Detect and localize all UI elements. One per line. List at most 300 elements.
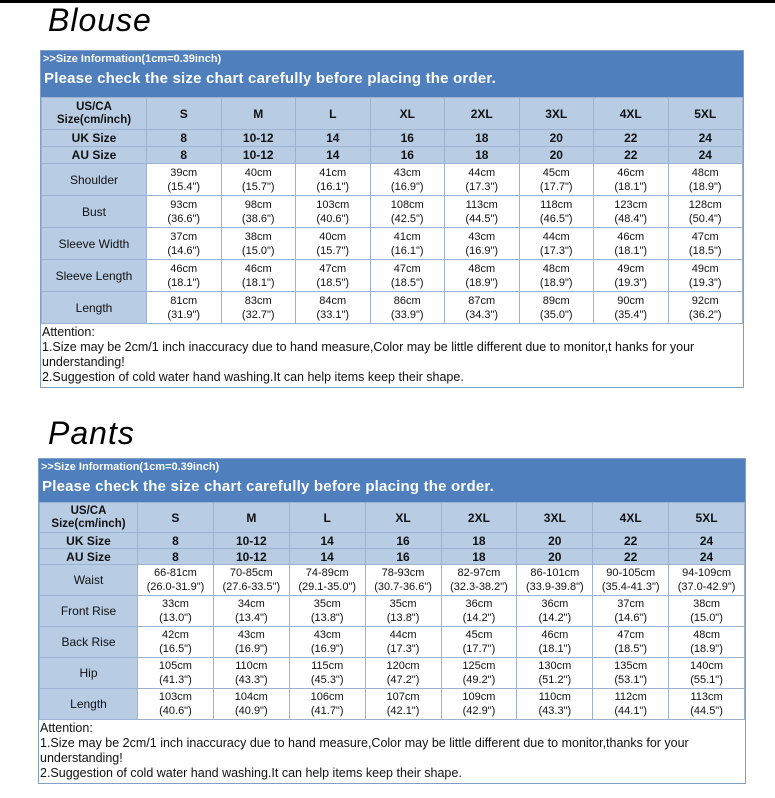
blouse-inch-value: (16.9") bbox=[390, 180, 424, 193]
blouse-measure-cell bbox=[370, 228, 445, 260]
pants-measure-cell bbox=[289, 658, 365, 689]
pants-cm-value: 44cm bbox=[389, 629, 417, 641]
pants-cm-value: 38cm bbox=[693, 598, 721, 610]
blouse-inch-value: (35.0") bbox=[539, 308, 573, 321]
pants-header-size: 3XL bbox=[517, 503, 593, 533]
pants-inch-value: (17.3") bbox=[386, 643, 420, 655]
blouse-inch-value: (18.9") bbox=[539, 276, 573, 289]
pants-inch-value: (49.2") bbox=[462, 674, 496, 686]
pants-inch-value: (16.5") bbox=[159, 643, 192, 655]
blouse-measure-cell bbox=[370, 164, 445, 196]
pants-measure-cell bbox=[138, 565, 214, 596]
pants-attention-line: 2.Suggestion of cold water hand washing.It can help items keep their shape. bbox=[40, 766, 462, 780]
blouse-measure-cell bbox=[668, 196, 743, 228]
pants-measure-cell bbox=[138, 627, 214, 658]
pants-au-size: 20 bbox=[517, 549, 593, 565]
pants-table bbox=[39, 502, 745, 720]
blouse-measure-row bbox=[42, 260, 743, 292]
pants-cm-value: 42cm bbox=[161, 629, 189, 641]
pants-inch-value: (35.4-41.3") bbox=[601, 581, 660, 593]
blouse-attention-line: 2.Suggestion of cold water hand washing.It can help items keep their shape. bbox=[42, 370, 464, 384]
blouse-cm-value: 46cm bbox=[244, 262, 272, 275]
pants-measure-row bbox=[40, 565, 745, 596]
pants-banner-line1: >>Size Information(1cm=0.39inch) bbox=[41, 461, 220, 473]
blouse-cm-value: 49cm bbox=[617, 262, 645, 275]
pants-measure-row bbox=[40, 689, 745, 720]
blouse-cm-value: 40cm bbox=[244, 166, 272, 179]
blouse-au-size: 8 bbox=[147, 147, 222, 164]
pants-inch-value: (13.4") bbox=[234, 612, 268, 624]
blouse-measure-row bbox=[42, 292, 743, 324]
blouse-inch-value: (18.1") bbox=[167, 276, 201, 289]
blouse-header-size: S bbox=[147, 98, 222, 130]
pants-inch-value: (18.9") bbox=[690, 643, 723, 655]
pants-size-chart bbox=[38, 458, 746, 784]
pants-cm-value: 37cm bbox=[617, 598, 645, 610]
blouse-au-size: 20 bbox=[519, 147, 594, 164]
blouse-header-size: 3XL bbox=[519, 98, 594, 130]
blouse-measure-row bbox=[42, 196, 743, 228]
blouse-cm-value: 49cm bbox=[691, 262, 719, 275]
pants-measure-cell bbox=[289, 689, 365, 720]
blouse-cm-value: 108cm bbox=[390, 198, 424, 211]
blouse-uk-size: 8 bbox=[147, 130, 222, 147]
blouse-measure-cell bbox=[445, 228, 520, 260]
pants-header-size: 5XL bbox=[669, 503, 745, 533]
pants-banner bbox=[39, 459, 745, 502]
blouse-measure-cell bbox=[147, 228, 222, 260]
pants-attention bbox=[39, 720, 745, 783]
pants-au-size: 24 bbox=[669, 549, 745, 565]
blouse-cm-value: 46cm bbox=[617, 230, 645, 243]
blouse-measure-cell bbox=[296, 164, 371, 196]
blouse-inch-value: (46.5") bbox=[539, 212, 573, 225]
blouse-inch-value: (17.3") bbox=[539, 244, 573, 257]
blouse-cm-value: 48cm bbox=[691, 166, 719, 179]
blouse-measure-cell bbox=[594, 260, 669, 292]
pants-uk-size: 16 bbox=[365, 533, 441, 549]
blouse-measure-cell bbox=[519, 196, 594, 228]
blouse-au-size: 14 bbox=[296, 147, 371, 164]
pants-au-size: 16 bbox=[365, 549, 441, 565]
blouse-measure-cell bbox=[296, 292, 371, 324]
pants-cm-value: 35cm bbox=[313, 598, 341, 610]
pants-measure-cell bbox=[138, 596, 214, 627]
blouse-inch-value: (18.5") bbox=[316, 276, 350, 289]
blouse-cm-value: 93cm bbox=[170, 198, 198, 211]
blouse-inch-value: (16.1") bbox=[390, 244, 424, 257]
blouse-inch-value: (18.1") bbox=[614, 180, 648, 193]
blouse-measure-cell bbox=[668, 164, 743, 196]
pants-inch-value: (16.9") bbox=[310, 643, 344, 655]
pants-cm-value: 113cm bbox=[690, 691, 723, 703]
blouse-measure-cell bbox=[445, 196, 520, 228]
pants-measure-row bbox=[40, 658, 745, 689]
pants-inch-value: (14.2") bbox=[538, 612, 572, 624]
blouse-au-size: 18 bbox=[445, 147, 520, 164]
blouse-inch-value: (18.1") bbox=[614, 244, 648, 257]
pants-inch-value: (13.8") bbox=[310, 612, 344, 624]
blouse-attention-line: Attention: bbox=[42, 325, 95, 339]
pants-inch-value: (18.5") bbox=[614, 643, 647, 655]
blouse-cm-value: 47cm bbox=[319, 262, 347, 275]
blouse-inch-value: (40.6") bbox=[316, 212, 350, 225]
pants-cm-value: 125cm bbox=[462, 660, 496, 672]
blouse-cm-value: 89cm bbox=[542, 294, 570, 307]
pants-header-size: S bbox=[138, 503, 214, 533]
blouse-inch-value: (19.3") bbox=[614, 276, 648, 289]
blouse-banner-line1: >>Size Information(1cm=0.39inch) bbox=[43, 53, 222, 65]
blouse-measure-cell bbox=[519, 292, 594, 324]
pants-inch-value: (37.0-42.9") bbox=[677, 581, 736, 593]
blouse-cm-value: 123cm bbox=[614, 198, 648, 211]
blouse-inch-value: (18.9") bbox=[688, 180, 722, 193]
blouse-measure-cell bbox=[594, 196, 669, 228]
blouse-measure-cell bbox=[594, 292, 669, 324]
blouse-cm-value: 39cm bbox=[170, 166, 198, 179]
blouse-header-row bbox=[42, 98, 743, 130]
blouse-inch-value: (32.7") bbox=[241, 308, 275, 321]
blouse-cm-value: 48cm bbox=[542, 262, 570, 275]
blouse-cm-value: 45cm bbox=[542, 166, 570, 179]
blouse-cm-value: 37cm bbox=[170, 230, 198, 243]
blouse-cm-value: 98cm bbox=[244, 198, 272, 211]
pants-au-label: AU Size bbox=[40, 549, 138, 565]
pants-inch-value: (41.3") bbox=[159, 674, 192, 686]
blouse-cm-value: 41cm bbox=[393, 230, 421, 243]
blouse-measure-cell bbox=[221, 228, 296, 260]
pants-measure-cell bbox=[441, 658, 517, 689]
pants-inch-value: (41.7") bbox=[310, 705, 344, 717]
pants-measure-cell bbox=[213, 565, 289, 596]
blouse-title: Blouse bbox=[48, 2, 152, 38]
blouse-au-row bbox=[42, 147, 743, 164]
pants-inch-value: (43.3") bbox=[234, 674, 268, 686]
pants-measure-cell bbox=[517, 658, 593, 689]
pants-cm-value: 36cm bbox=[541, 598, 569, 610]
blouse-cm-value: 46cm bbox=[617, 166, 645, 179]
pants-uk-size: 24 bbox=[669, 533, 745, 549]
pants-cm-value: 104cm bbox=[234, 691, 268, 703]
blouse-measure-cell bbox=[221, 260, 296, 292]
pants-uk-row bbox=[40, 533, 745, 549]
blouse-cm-value: 47cm bbox=[393, 262, 421, 275]
blouse-measure-cell bbox=[668, 260, 743, 292]
blouse-inch-value: (15.0") bbox=[241, 244, 275, 257]
pants-cm-value: 140cm bbox=[690, 660, 724, 672]
pants-measure-cell bbox=[593, 658, 669, 689]
pants-measure-cell bbox=[441, 689, 517, 720]
blouse-inch-value: (15.7") bbox=[241, 180, 275, 193]
pants-measure-cell bbox=[441, 596, 517, 627]
blouse-inch-value: (36.6") bbox=[167, 212, 201, 225]
pants-uk-size: 20 bbox=[517, 533, 593, 549]
blouse-inch-value: (42.5") bbox=[390, 212, 424, 225]
pants-cm-value: 35cm bbox=[389, 598, 417, 610]
pants-cm-value: 135cm bbox=[614, 660, 648, 672]
blouse-inch-value: (35.4") bbox=[614, 308, 648, 321]
pants-cm-value: 48cm bbox=[693, 629, 721, 641]
blouse-measure-cell bbox=[445, 260, 520, 292]
pants-banner-line2: Please check the size chart carefully before placing the order. bbox=[42, 478, 494, 495]
pants-measure-cell bbox=[289, 627, 365, 658]
pants-cm-value: 130cm bbox=[538, 660, 572, 672]
pants-cm-value: 74-89cm bbox=[305, 567, 349, 579]
pants-au-size: 10-12 bbox=[213, 549, 289, 565]
blouse-measure-cell bbox=[221, 164, 296, 196]
pants-measure-cell bbox=[213, 689, 289, 720]
blouse-header-size: 2XL bbox=[445, 98, 520, 130]
pants-inch-value: (14.2") bbox=[462, 612, 496, 624]
blouse-au-size: 16 bbox=[370, 147, 445, 164]
pants-cm-value: 47cm bbox=[617, 629, 645, 641]
pants-uk-size: 14 bbox=[289, 533, 365, 549]
pants-inch-value: (40.6") bbox=[159, 705, 192, 717]
pants-cm-value: 66-81cm bbox=[154, 567, 197, 579]
blouse-measure-cell bbox=[221, 196, 296, 228]
blouse-header-size: L bbox=[296, 98, 371, 130]
blouse-measure-label: Shoulder bbox=[42, 164, 147, 196]
pants-measure-cell bbox=[517, 596, 593, 627]
pants-measure-cell bbox=[593, 689, 669, 720]
pants-cm-value: 43cm bbox=[237, 629, 265, 641]
blouse-cm-value: 128cm bbox=[688, 198, 722, 211]
blouse-inch-value: (18.9") bbox=[465, 276, 499, 289]
pants-measure-cell bbox=[517, 689, 593, 720]
blouse-inch-value: (33.1") bbox=[316, 308, 350, 321]
blouse-cm-value: 86cm bbox=[393, 294, 421, 307]
pants-inch-value: (32.3-38.2") bbox=[450, 581, 508, 593]
pants-uk-size: 22 bbox=[593, 533, 669, 549]
pants-attention-line: Attention: bbox=[40, 721, 93, 735]
pants-uk-size: 8 bbox=[138, 533, 214, 549]
pants-cm-value: 70-85cm bbox=[229, 567, 273, 579]
blouse-measure-cell bbox=[668, 292, 743, 324]
pants-measure-cell bbox=[669, 596, 745, 627]
pants-measure-cell bbox=[213, 627, 289, 658]
pants-cm-value: 33cm bbox=[161, 598, 189, 610]
blouse-cm-value: 38cm bbox=[244, 230, 272, 243]
pants-inch-value: (47.2") bbox=[386, 674, 420, 686]
blouse-measure-cell bbox=[519, 164, 594, 196]
pants-cm-value: 105cm bbox=[158, 660, 192, 672]
pants-inch-value: (27.6-33.5") bbox=[222, 581, 281, 593]
pants-measure-cell bbox=[365, 658, 441, 689]
blouse-measure-cell bbox=[296, 228, 371, 260]
blouse-measure-label: Length bbox=[42, 292, 147, 324]
blouse-inch-value: (17.7") bbox=[539, 180, 573, 193]
blouse-au-size: 24 bbox=[668, 147, 743, 164]
pants-inch-value: (29.1-35.0") bbox=[298, 581, 357, 593]
blouse-attention-line: 1.Size may be 2cm/1 inch inaccuracy due to hand measure,Color may be little different due to monitor,t hanks for your understanding! bbox=[42, 340, 695, 369]
pants-uk-size: 18 bbox=[441, 533, 517, 549]
pants-cm-value: 110cm bbox=[235, 660, 268, 672]
pants-inch-value: (17.7") bbox=[462, 643, 496, 655]
pants-au-size: 8 bbox=[138, 549, 214, 565]
blouse-au-size: 22 bbox=[594, 147, 669, 164]
blouse-cm-value: 113cm bbox=[465, 198, 498, 211]
pants-cm-value: 90-105cm bbox=[606, 567, 656, 579]
pants-measure-cell bbox=[289, 596, 365, 627]
blouse-cm-value: 118cm bbox=[540, 198, 573, 211]
blouse-inch-value: (17.3") bbox=[465, 180, 499, 193]
pants-au-size: 14 bbox=[289, 549, 365, 565]
blouse-measure-cell bbox=[147, 260, 222, 292]
pants-header-size: L bbox=[289, 503, 365, 533]
pants-measure-cell bbox=[669, 565, 745, 596]
blouse-au-label: AU Size bbox=[42, 147, 147, 164]
pants-inch-value: (53.1") bbox=[614, 674, 647, 686]
pants-inch-value: (13.8") bbox=[386, 612, 420, 624]
blouse-uk-label: UK Size bbox=[42, 130, 147, 147]
blouse-measure-cell bbox=[147, 164, 222, 196]
pants-measure-label: Waist bbox=[40, 565, 138, 596]
blouse-cm-value: 87cm bbox=[468, 294, 496, 307]
blouse-measure-cell bbox=[445, 164, 520, 196]
blouse-measure-cell bbox=[296, 260, 371, 292]
pants-attention-line: 1.Size may be 2cm/1 inch inaccuracy due to hand measure,Color may be little different due to monitor,thanks for your understanding! bbox=[40, 736, 689, 765]
pants-inch-value: (55.1") bbox=[690, 674, 723, 686]
pants-measure-cell bbox=[669, 658, 745, 689]
blouse-measure-label: Sleeve Length bbox=[42, 260, 147, 292]
pants-inch-value: (33.9-39.8") bbox=[525, 581, 584, 593]
blouse-uk-size: 14 bbox=[296, 130, 371, 147]
pants-measure-label: Back Rise bbox=[40, 627, 138, 658]
pants-cm-value: 34cm bbox=[237, 598, 265, 610]
blouse-cm-value: 41cm bbox=[319, 166, 347, 179]
blouse-cm-value: 44cm bbox=[468, 166, 496, 179]
pants-cm-value: 112cm bbox=[614, 691, 647, 703]
blouse-uk-size: 10-12 bbox=[221, 130, 296, 147]
blouse-inch-value: (18.1") bbox=[241, 276, 275, 289]
pants-au-row bbox=[40, 549, 745, 565]
blouse-header-size: XL bbox=[370, 98, 445, 130]
pants-measure-cell bbox=[138, 658, 214, 689]
pants-inch-value: (44.1") bbox=[614, 705, 647, 717]
pants-measure-label: Front Rise bbox=[40, 596, 138, 627]
pants-measure-cell bbox=[365, 596, 441, 627]
pants-inch-value: (42.1") bbox=[386, 705, 420, 717]
blouse-measure-cell bbox=[296, 196, 371, 228]
blouse-inch-value: (14.6") bbox=[167, 244, 201, 257]
blouse-measure-label: Sleeve Width bbox=[42, 228, 147, 260]
blouse-cm-value: 81cm bbox=[170, 294, 198, 307]
pants-cm-value: 94-109cm bbox=[682, 567, 732, 579]
blouse-measure-row bbox=[42, 164, 743, 196]
pants-inch-value: (14.6") bbox=[614, 612, 647, 624]
pants-measure-row bbox=[40, 596, 745, 627]
blouse-measure-cell bbox=[668, 228, 743, 260]
blouse-inch-value: (31.9") bbox=[167, 308, 201, 321]
pants-measure-cell bbox=[365, 565, 441, 596]
pants-measure-cell bbox=[593, 627, 669, 658]
pants-inch-value: (30.7-36.6") bbox=[374, 581, 432, 593]
pants-measure-cell bbox=[289, 565, 365, 596]
pants-measure-cell bbox=[669, 689, 745, 720]
pants-measure-label: Hip bbox=[40, 658, 138, 689]
pants-measure-cell bbox=[517, 565, 593, 596]
blouse-header-size: 4XL bbox=[594, 98, 669, 130]
pants-cm-value: 120cm bbox=[386, 660, 420, 672]
blouse-inch-value: (18.5") bbox=[390, 276, 424, 289]
blouse-measure-cell bbox=[519, 260, 594, 292]
blouse-inch-value: (34.3") bbox=[465, 308, 499, 321]
pants-inch-value: (15.0") bbox=[690, 612, 723, 624]
blouse-size-chart bbox=[40, 50, 744, 388]
pants-measure-cell bbox=[593, 565, 669, 596]
pants-measure-cell bbox=[669, 627, 745, 658]
blouse-inch-value: (50.4") bbox=[688, 212, 722, 225]
blouse-cm-value: 83cm bbox=[244, 294, 272, 307]
blouse-measure-cell bbox=[370, 260, 445, 292]
blouse-uk-size: 16 bbox=[370, 130, 445, 147]
pants-header-size: M bbox=[213, 503, 289, 533]
pants-cm-value: 45cm bbox=[465, 629, 493, 641]
pants-header-row bbox=[40, 503, 745, 533]
blouse-measure-row bbox=[42, 228, 743, 260]
blouse-measure-cell bbox=[221, 292, 296, 324]
pants-cm-value: 36cm bbox=[465, 598, 493, 610]
pants-header-size: XL bbox=[365, 503, 441, 533]
blouse-inch-value: (16.9") bbox=[465, 244, 499, 257]
pants-cm-value: 82-97cm bbox=[457, 567, 501, 579]
blouse-au-size: 10-12 bbox=[221, 147, 296, 164]
blouse-inch-value: (44.5") bbox=[465, 212, 499, 225]
blouse-cm-value: 47cm bbox=[691, 230, 719, 243]
blouse-uk-row bbox=[42, 130, 743, 147]
blouse-inch-value: (36.2") bbox=[688, 308, 722, 321]
blouse-inch-value: (48.4") bbox=[614, 212, 648, 225]
blouse-cm-value: 40cm bbox=[319, 230, 347, 243]
pants-header-size: 2XL bbox=[441, 503, 517, 533]
blouse-measure-cell bbox=[594, 228, 669, 260]
pants-cm-value: 110cm bbox=[538, 691, 571, 703]
pants-inch-value: (40.9") bbox=[234, 705, 268, 717]
blouse-table bbox=[41, 97, 743, 324]
pants-measure-row bbox=[40, 627, 745, 658]
blouse-cm-value: 92cm bbox=[691, 294, 719, 307]
pants-inch-value: (26.0-31.9") bbox=[146, 581, 205, 593]
pants-au-size: 22 bbox=[593, 549, 669, 565]
pants-inch-value: (18.1") bbox=[538, 643, 572, 655]
pants-title: Pants bbox=[48, 415, 135, 451]
pants-cm-value: 107cm bbox=[386, 691, 420, 703]
pants-inch-value: (51.2") bbox=[538, 674, 572, 686]
pants-measure-cell bbox=[593, 596, 669, 627]
blouse-cm-value: 43cm bbox=[393, 166, 421, 179]
pants-cm-value: 115cm bbox=[311, 660, 344, 672]
pants-cm-value: 86-101cm bbox=[530, 567, 580, 579]
pants-header-size: 4XL bbox=[593, 503, 669, 533]
pants-inch-value: (43.3") bbox=[538, 705, 572, 717]
pants-measure-cell bbox=[441, 627, 517, 658]
blouse-measure-cell bbox=[147, 292, 222, 324]
pants-header-us-size: US/CA Size(cm/inch) bbox=[40, 503, 138, 533]
pants-inch-value: (45.3") bbox=[310, 674, 344, 686]
blouse-banner bbox=[41, 51, 743, 97]
pants-measure-cell bbox=[213, 658, 289, 689]
blouse-header-size: M bbox=[221, 98, 296, 130]
pants-uk-label: UK Size bbox=[40, 533, 138, 549]
pants-cm-value: 109cm bbox=[462, 691, 496, 703]
pants-measure-label: Length bbox=[40, 689, 138, 720]
blouse-cm-value: 48cm bbox=[468, 262, 496, 275]
blouse-measure-cell bbox=[519, 228, 594, 260]
pants-inch-value: (16.9") bbox=[234, 643, 268, 655]
blouse-uk-size: 24 bbox=[668, 130, 743, 147]
blouse-cm-value: 103cm bbox=[316, 198, 350, 211]
pants-inch-value: (44.5") bbox=[690, 705, 723, 717]
